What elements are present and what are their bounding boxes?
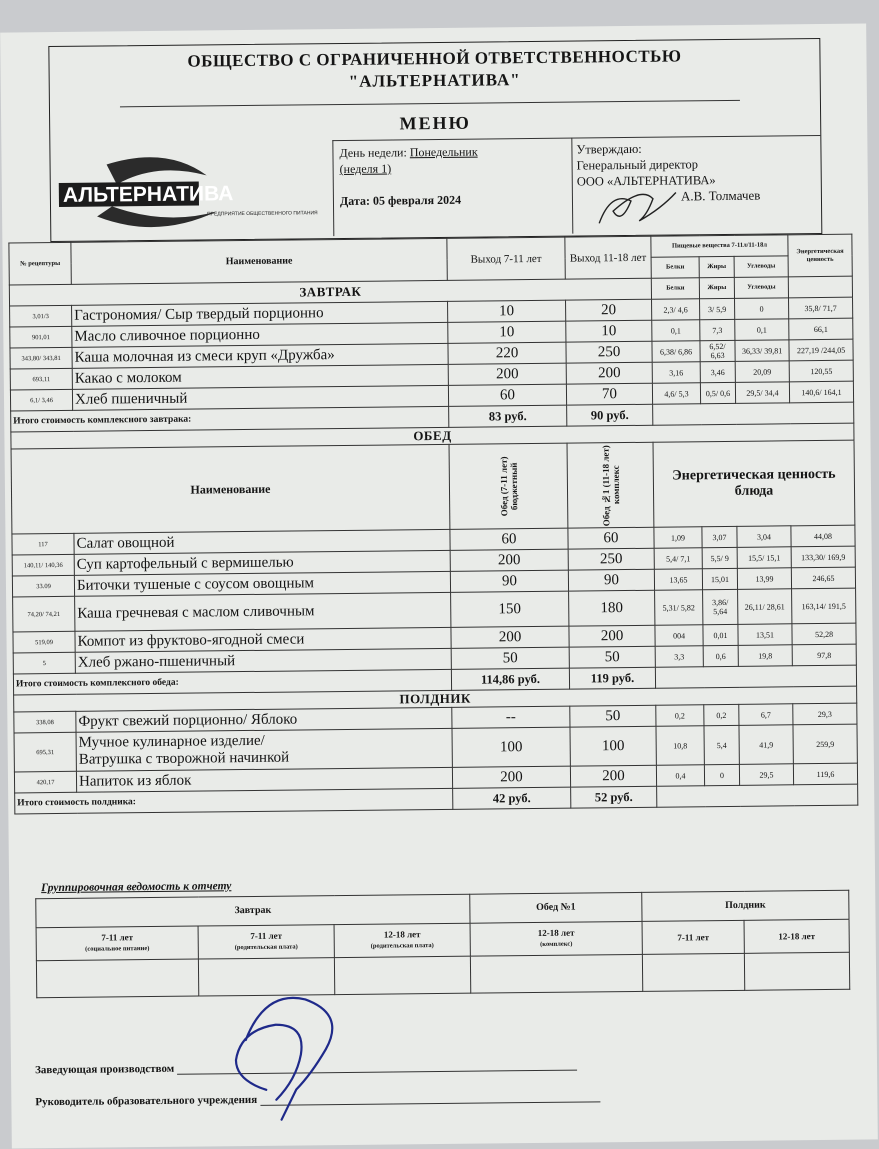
grouping-table [35, 890, 850, 999]
date-value: 05 февраля 2024 [372, 192, 462, 208]
energy: 140,6/ 164,1 [789, 381, 853, 403]
dish-name: Какао с молоком [72, 364, 448, 389]
output-11-18: 250 [566, 341, 652, 363]
carbs: 13,51 [738, 624, 792, 646]
dish-name: Биточки тушеные с соусом овощным [74, 571, 450, 596]
logo-text: АЛЬТЕРНАТИВА [62, 182, 234, 207]
empty-cell [642, 953, 744, 991]
protein: 6,38/ 6,86 [652, 341, 700, 363]
protein: 0,2 [656, 705, 704, 727]
output-7-11: 220 [448, 342, 566, 364]
lunch-total-label: Итого стоимость комплексного обеда: [13, 669, 451, 695]
carbs: 36,33/ 39,81 [735, 340, 789, 362]
output-11-18: 50 [570, 705, 656, 727]
grouping-empty-row [36, 952, 849, 998]
logo-subtext: ПРЕДПРИЯТИЕ ОБЩЕСТВЕННОГО ПИТАНИЯ [207, 210, 318, 218]
carbs-header: Углеводы [734, 256, 788, 278]
fat-header: Жиры [699, 277, 734, 298]
output-11-18: 180 [569, 590, 655, 626]
grouping-breakfast: Завтрак [36, 894, 470, 928]
breakfast-price-7-11: 83 руб. [449, 405, 567, 427]
energy: 52,28 [792, 623, 856, 645]
grouping-title: Группировочная ведомость к отчету [41, 880, 232, 895]
protein: 5,4/ 7,1 [654, 548, 702, 570]
snack-total-label: Итого стоимость полдника: [15, 788, 453, 814]
recipe-code: 117 [12, 533, 74, 555]
recipe-code: 74,20/ 74,21 [13, 596, 75, 632]
grouping-age: 7-11 лет [250, 930, 283, 941]
output-11-18-header: Выход 11-18 лет [565, 236, 651, 279]
empty-cell [36, 959, 198, 998]
dish-name: Хлеб ржано-пшеничный [75, 648, 451, 673]
protein: 2,3/ 4,6 [652, 299, 700, 321]
recipe-code: 33.09 [12, 575, 74, 597]
carbs: 13,99 [737, 568, 791, 590]
date-label: Дата: [339, 193, 371, 209]
carbs: 3,04 [737, 526, 791, 548]
grouping-note: (родительская плата) [370, 942, 434, 950]
carbs: 26,11/ 28,61 [738, 589, 792, 625]
recipe-code: 6,1/ 3,46 [10, 389, 72, 411]
protein: 13,65 [654, 569, 702, 591]
breakfast-price-11-18: 90 руб. [567, 404, 653, 426]
dish-name: Каша молочная из смеси круп «Дружба» [72, 343, 448, 368]
dish-name-line1: Мучное кулинарное изделие/ [78, 732, 265, 751]
protein-header: Белки [651, 257, 699, 279]
name-header: Наименование [71, 238, 447, 284]
lunch-name-header: Наименование [11, 444, 450, 534]
output-7-11: 60 [450, 528, 568, 550]
fat: 0,6 [703, 645, 738, 666]
menu-table [8, 234, 858, 815]
dish-name: Суп картофельный с вермишелью [74, 550, 450, 575]
fat: 3,46 [700, 361, 735, 382]
empty-cell [470, 954, 642, 993]
output-7-11: 200 [448, 363, 566, 385]
recipe-code: 693,11 [10, 368, 72, 390]
recipe-code: 519,09 [13, 631, 75, 653]
grouping-note: (комплекс) [540, 940, 573, 948]
empty-cell [655, 665, 856, 688]
output-11-18: 70 [566, 383, 652, 405]
output-7-11: 100 [452, 727, 570, 767]
energy: 163,14/ 191,5 [792, 588, 856, 624]
energy: 29,3 [793, 703, 857, 725]
output-7-11: 10 [448, 321, 566, 343]
grouping-age: 12-18 лет [537, 927, 575, 938]
energy: 35,8/ 71,7 [789, 297, 853, 319]
recipe-code: 5 [13, 652, 75, 674]
grouping-col: 7-11 лет [642, 920, 744, 954]
recipe-code: 695,31 [14, 732, 76, 772]
page-title: МЕНЮ [399, 112, 471, 134]
approver-position: Генеральный директор [576, 157, 699, 173]
recipe-no-header: № рецептуры [9, 242, 71, 285]
breakfast-title: ЗАВТРАК [9, 278, 651, 306]
protein: 1,09 [654, 527, 702, 549]
recipe-code: 901,01 [10, 326, 72, 348]
carbs: 20,09 [735, 361, 789, 383]
carbs: 29,5 [739, 764, 793, 786]
fat: 5,4 [704, 725, 739, 764]
energy: 119,6 [793, 763, 857, 785]
date-info [332, 138, 573, 237]
dish-name: Напиток из яблок [76, 767, 452, 792]
empty-cell [788, 276, 852, 298]
dish-name: Фрукт свежий порционно/ Яблоко [76, 707, 452, 732]
empty-cell [744, 952, 849, 990]
carbs-header: Углеводы [734, 277, 788, 299]
output-11-18: 250 [568, 548, 654, 570]
carbs: 0 [735, 298, 789, 320]
nutrients-header: Пищевые вещества 7-11л/11-18л [651, 235, 788, 257]
organization-brand: "АЛЬТЕРНАТИВА" [348, 70, 521, 91]
divider [120, 100, 740, 107]
output-7-11: 150 [451, 591, 569, 627]
protein: 10,8 [656, 726, 704, 766]
snack-price-11-18: 52 руб. [571, 786, 657, 808]
grouping-lunch: Обед №1 [470, 892, 642, 923]
carbs: 41,9 [739, 725, 793, 765]
carbs: 15,5/ 15,1 [737, 547, 791, 569]
document-header [48, 38, 822, 242]
director-signature [591, 180, 682, 231]
week-number: (неделя 1) [339, 161, 392, 177]
energy: 44,08 [791, 525, 855, 547]
energy: 259,9 [793, 724, 857, 764]
approval-label: Утверждаю: [576, 141, 642, 157]
dish-name: Гастрономия/ Сыр твердый порционно [72, 301, 448, 326]
energy: 97,8 [792, 644, 856, 666]
day-label: День недели: [339, 145, 407, 161]
lunch-col1-header [449, 443, 568, 529]
carbs: 19,8 [738, 645, 792, 667]
dish-name: Компот из фруктово-ягодной смеси [75, 627, 451, 652]
handwritten-signature [205, 969, 367, 1131]
protein: 5,31/ 5,82 [655, 590, 703, 626]
fat-header: Жиры [699, 256, 734, 277]
protein: 3,3 [655, 646, 703, 668]
signature-production-label: Заведующая производством [34, 1062, 175, 1077]
dish-name: Масло сливочное порционно [72, 322, 448, 347]
protein: 0,4 [656, 765, 704, 787]
output-7-11: 200 [451, 626, 569, 648]
lunch-price-11-18: 119 руб. [569, 667, 655, 689]
grouping-note: (родительская плата) [234, 943, 298, 952]
fat: 3,07 [702, 526, 737, 547]
lunch-col2-label: Обед №1 (11-18 лет) комплекс [600, 444, 621, 526]
output-11-18: 20 [566, 299, 652, 321]
grouping-snack: Полдник [642, 890, 849, 921]
lunch-header-row [11, 440, 855, 534]
output-11-18: 200 [570, 765, 656, 787]
day-value: Понедельник [409, 144, 478, 160]
company-logo [56, 152, 325, 235]
fat: 3/ 5,9 [700, 298, 735, 319]
fat: 6,52/ 6,63 [700, 340, 735, 361]
protein-header: Белки [651, 278, 699, 300]
grouping-col [36, 926, 198, 961]
fat: 7,3 [700, 319, 735, 340]
output-7-11: 50 [451, 647, 569, 669]
dish-name: Хлеб пшеничный [72, 385, 448, 410]
energy: 120,55 [789, 360, 853, 382]
dish-name-line2: Ватрушка с творожной начинкой [78, 749, 290, 768]
recipe-code: 3,01/3 [10, 305, 72, 327]
protein: 004 [655, 625, 703, 647]
carbs: 0,1 [735, 319, 789, 341]
grouping-col: 12-18 лет [744, 919, 849, 953]
lunch-col2-header [567, 442, 654, 528]
fat: 0,2 [704, 704, 739, 725]
organization-name: ОБЩЕСТВО С ОГРАНИЧЕННОЙ ОТВЕТСТВЕННОСТЬЮ [187, 46, 682, 71]
lunch-title: ОБЕД [11, 423, 854, 449]
grouping-col [334, 923, 470, 957]
output-7-11: -- [452, 706, 570, 728]
protein: 3,16 [652, 362, 700, 384]
energy: 66,1 [789, 318, 853, 340]
fat: 5,5/ 9 [702, 547, 737, 568]
empty-cell [653, 402, 854, 425]
output-7-11: 10 [448, 300, 566, 322]
grouping-col [198, 925, 334, 959]
fat: 3,86/ 5,64 [703, 589, 738, 624]
lunch-col1-label: Обед (7-11 лет) бюджетный [498, 456, 519, 517]
output-7-11: 200 [452, 766, 570, 788]
snack-price-7-11: 42 руб. [453, 787, 571, 809]
output-7-11: 200 [450, 549, 568, 571]
protein: 0,1 [652, 320, 700, 342]
output-11-18: 100 [570, 726, 656, 766]
recipe-code: 343,80/ 343,81 [10, 347, 72, 369]
recipe-code: 140,11/ 140,36 [12, 554, 74, 576]
output-7-11-header: Выход 7-11 лет [447, 237, 565, 280]
energy: 227,19 /244,05 [789, 339, 853, 361]
fat: 0,5/ 0,6 [700, 382, 735, 403]
grouping-age: 12-18 лет [383, 929, 421, 940]
energy-header: Энергетическая ценность [788, 234, 852, 277]
output-11-18: 60 [568, 527, 654, 549]
menu-document [0, 23, 878, 1148]
output-11-18: 50 [569, 646, 655, 668]
dish-name [76, 728, 452, 771]
signature-school-label: Руководитель образовательного учреждения [35, 1093, 258, 1109]
output-11-18: 200 [569, 625, 655, 647]
empty-cell [657, 784, 858, 807]
protein: 4,6/ 5,3 [652, 383, 700, 405]
grouping-note: (социальное питание) [85, 945, 150, 953]
dish-name: Салат овощной [74, 529, 450, 554]
output-11-18: 200 [566, 362, 652, 384]
output-11-18: 90 [568, 569, 654, 591]
output-7-11: 60 [448, 384, 566, 406]
fat: 15,01 [702, 568, 737, 589]
lunch-energy-header: Энергетическая ценность блюда [653, 440, 855, 527]
output-11-18: 10 [566, 320, 652, 342]
dish-name: Каша гречневая с маслом сливочным [75, 592, 451, 631]
carbs: 6,7 [739, 704, 793, 726]
breakfast-total-label: Итого стоимость комплексного завтрака: [11, 406, 449, 432]
energy: 133,30/ 169,9 [791, 546, 855, 568]
output-7-11: 90 [450, 570, 568, 592]
recipe-code: 338,08 [14, 711, 76, 733]
approver-name: А.В. Толмачев [680, 187, 761, 204]
lunch-price-7-11: 114,86 руб. [451, 668, 569, 690]
approver-company: ООО «АЛЬТЕРНАТИВА» [576, 173, 716, 189]
fat: 0 [704, 764, 739, 785]
carbs: 29,5/ 34,4 [735, 382, 789, 404]
fat: 0,01 [703, 624, 738, 645]
grouping-age: 7-11 лет [101, 932, 134, 943]
recipe-code: 420,17 [14, 771, 76, 793]
energy: 246,65 [791, 567, 855, 589]
grouping-col [470, 921, 642, 956]
snack-title: ПОЛДНИК [14, 686, 857, 712]
